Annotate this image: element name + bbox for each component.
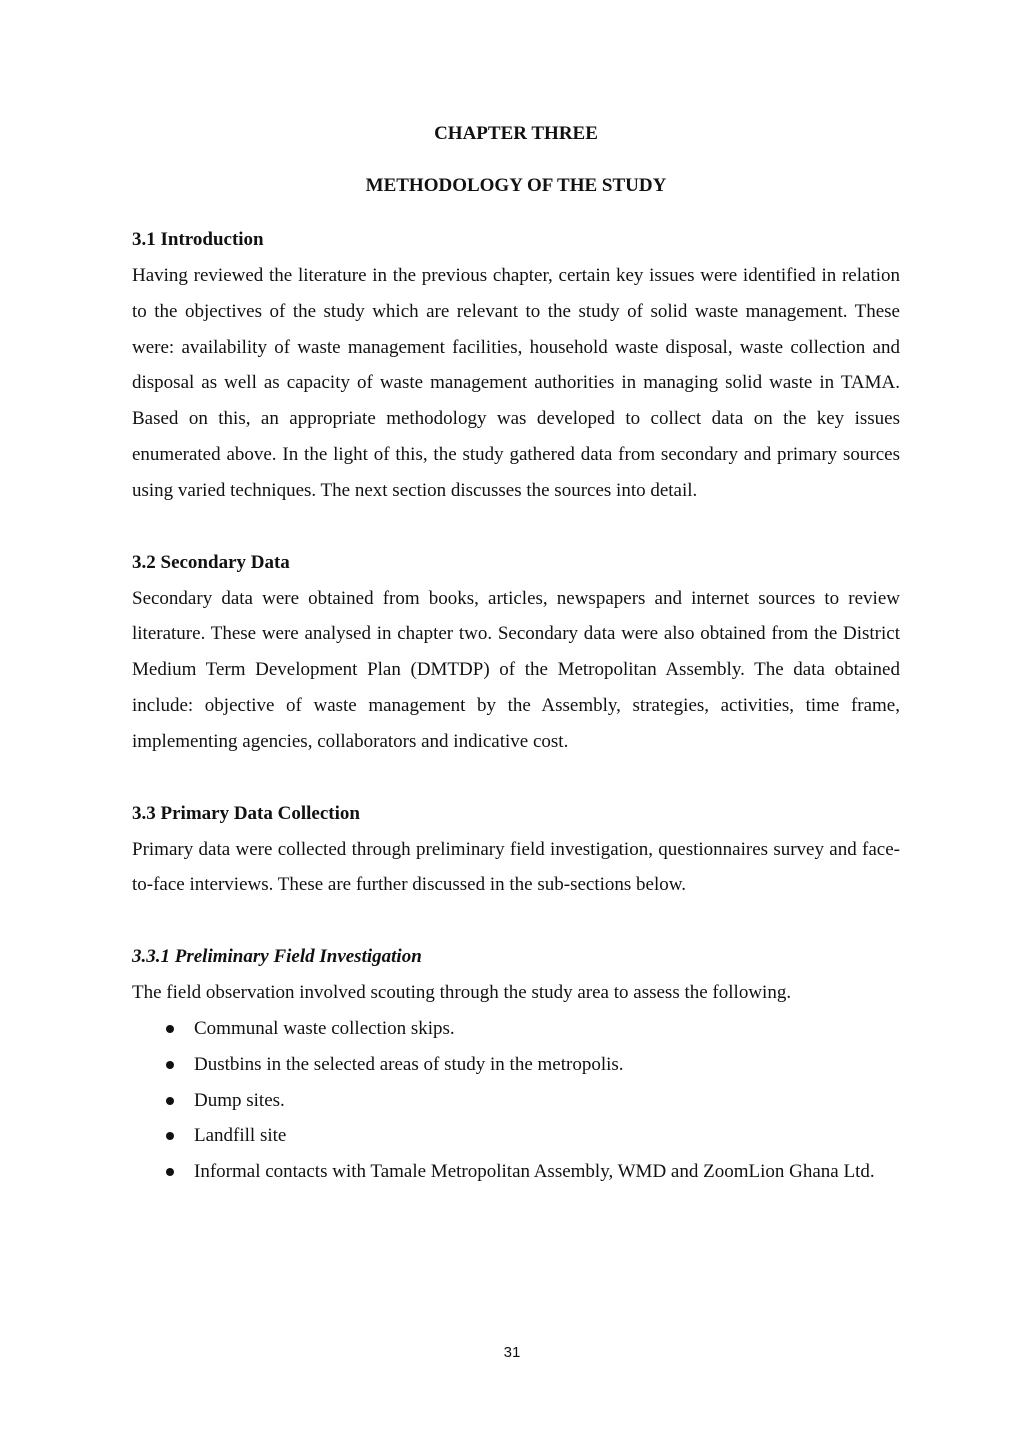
section-heading-introduction: 3.1 Introduction bbox=[132, 229, 264, 250]
bullet-icon bbox=[166, 1168, 174, 1176]
list-item bbox=[132, 1011, 900, 1047]
list-item bbox=[132, 1154, 900, 1190]
list-item-text: Informal contacts with Tamale Metropolitan Assembly, WMD and ZoomLion Ghana Ltd. bbox=[194, 1161, 875, 1183]
bullet-icon bbox=[166, 1061, 174, 1069]
list-item bbox=[132, 1047, 900, 1083]
field-investigation-list bbox=[132, 1011, 900, 1190]
list-item-text: Landfill site bbox=[194, 1125, 287, 1147]
section-heading-primary-data: 3.3 Primary Data Collection bbox=[132, 802, 360, 824]
bullet-icon bbox=[166, 1097, 174, 1105]
section-gap bbox=[132, 760, 900, 796]
field-investigation-paragraph: The field observation involved scouting through the study area to assess the following. bbox=[132, 982, 792, 1004]
list-item bbox=[132, 1083, 900, 1119]
list-item-text: Dump sites. bbox=[194, 1089, 285, 1111]
section-gap bbox=[132, 509, 900, 545]
subsection-heading-field-investigation: 3.3.1 Preliminary Field Investigation bbox=[132, 946, 422, 968]
section-heading-secondary-data: 3.2 Secondary Data bbox=[132, 551, 290, 573]
bullet-icon bbox=[166, 1132, 174, 1140]
chapter-subtitle: METHODOLOGY OF THE STUDY bbox=[365, 175, 667, 196]
section-gap bbox=[132, 903, 900, 939]
document-page bbox=[132, 118, 900, 1190]
primary-data-paragraph: Primary data were collected through preliminary field investigation, questionnaires survey and face- to-face interviews. These are further discussed in the sub-sections below. bbox=[132, 838, 900, 896]
list-item bbox=[132, 1118, 900, 1154]
introduction-paragraph: Having reviewed the literature in the previous chapter, certain key issues were identified in relation to the objectives of the study which are relevant to the study of solid waste management. These were: availability of waste management facilities, household waste disposal, waste collection and disposal as well as capacity of waste management authorities in managing solid waste in TAMA. Based on this, an appropriate methodology was developed to collect data on the key issues enumerated above. In the light of this, the study gathered data from secondary and primary sources using varied techniques. The next section discusses the sources into detail. bbox=[132, 265, 900, 501]
list-item-text: Dustbins in the selected areas of study in the metropolis. bbox=[194, 1053, 624, 1075]
chapter-title: CHAPTER THREE bbox=[434, 123, 598, 144]
page-number: 31 bbox=[503, 1344, 521, 1361]
secondary-data-paragraph: Secondary data were obtained from books, articles, newspapers and internet sources to review literature. These were analysed in chapter two. Secondary data were also obtained from the District Medium Term Development Plan (DMTDP) of the Metropolitan Assembly. The data obtained include: objective of waste management by the Assembly, strategies, activities, time frame, implementing agencies, collaborators and indicative cost. bbox=[132, 587, 900, 752]
bullet-icon bbox=[166, 1025, 174, 1033]
list-item-text: Communal waste collection skips. bbox=[194, 1017, 455, 1039]
